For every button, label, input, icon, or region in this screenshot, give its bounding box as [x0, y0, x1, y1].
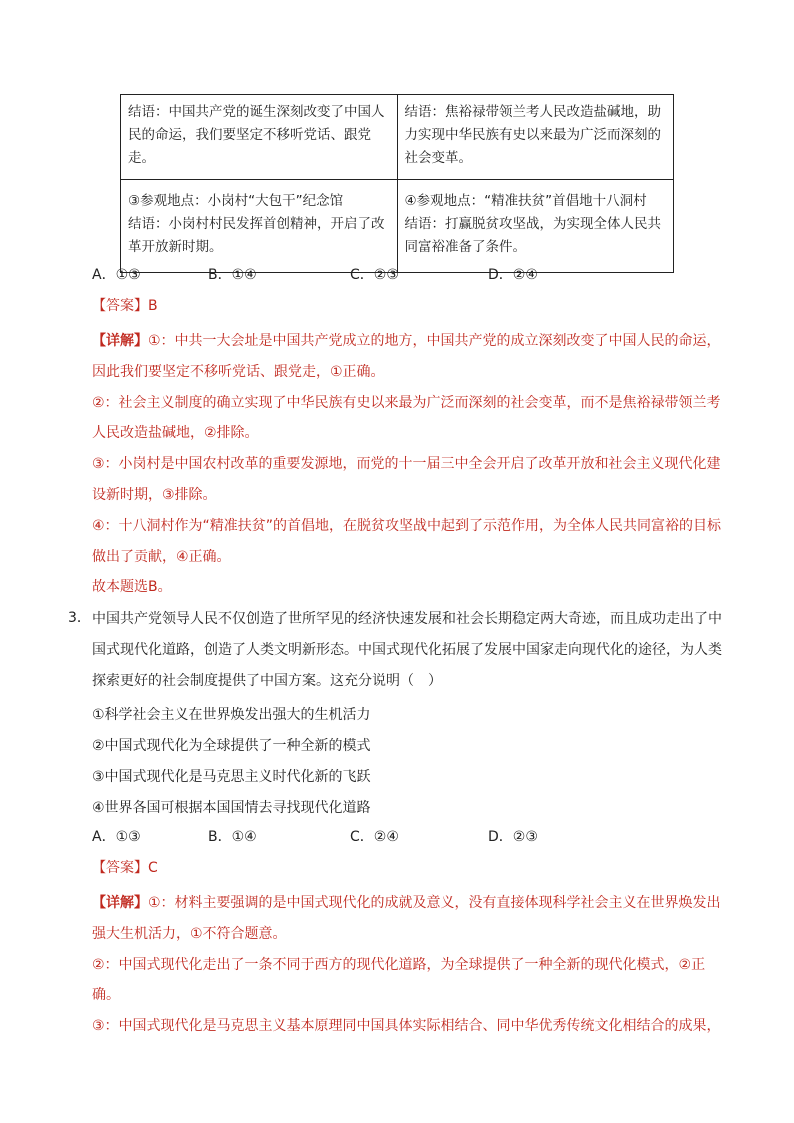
q2-options — [92, 264, 692, 284]
q2-explanation-4: ④：十八洞村作为“精准扶贫”的首倡地，在脱贫攻坚战中起到了示范作用，为全体人民共同富裕的目标做出了贡献，④正确。 — [92, 517, 722, 565]
q3-explanation — [92, 888, 732, 1042]
q3-statement-3: ③中国式现代化是马克思主义时代化新的飞跃 — [92, 769, 371, 785]
q2-explanation-1: 【详解】①：中共一大会址是中国共产党成立的地方，中国共产党的成立深刻改变了中国人民的命运，因此我们要坚定不移听党话、跟党走，①正确。 — [92, 333, 721, 380]
q2-explanation — [92, 326, 732, 603]
answer-label: 【答案】 — [92, 860, 148, 876]
q2-conclusion: 故本题选B。 — [92, 579, 172, 596]
q3-statement-4: ④世界各国可根据本国国情去寻找现代化道路 — [92, 800, 371, 816]
answer-value: C — [148, 860, 158, 876]
q3-option-a: A．①③ — [92, 829, 141, 845]
answer-label: 【答案】 — [92, 298, 148, 314]
site-4-conclusion: 结语：打赢脱贫攻坚战，为实现全体人民共同富裕准备了条件。 — [404, 216, 661, 255]
site-3-title: ③参观地点：小岗村“大包干”纪念馆 — [128, 193, 344, 209]
q3-number: 3． — [68, 610, 91, 626]
q2-option-c: C．②③ — [350, 267, 399, 283]
q2-option-b: B．①④ — [208, 267, 257, 283]
table-cell-2: 结语：焦裕禄带领兰考人民改造盐碱地，助力实现中华民族有史以来最为广泛而深刻的社会变革。 — [397, 95, 674, 180]
q3-statements — [92, 700, 712, 824]
q3-options — [92, 826, 692, 846]
q2-explanation-3: ③：小岗村是中国农村改革的重要发源地，而党的十一届三中全会开启了改革开放和社会主义现代化建设新时期，③排除。 — [92, 456, 721, 503]
q2-answer — [92, 296, 158, 316]
q3-explanation-2: ②：中国式现代化走出了一条不同于西方的现代化道路，为全球提供了一种全新的现代化模式，②正确。 — [92, 956, 706, 1004]
q3-option-b: B．①④ — [208, 829, 257, 845]
q3-statement-2: ②中国式现代化为全球提供了一种全新的模式 — [92, 738, 371, 754]
q3-option-d: D．②③ — [488, 829, 538, 845]
table-cell-4 — [397, 180, 674, 273]
q2-option-a: A．①③ — [92, 267, 141, 283]
table-cell-1: 结语：中国共产党的诞生深刻改变了中国人民的命运，我们要坚定不移听党话、跟党走。 — [121, 95, 398, 180]
q3-explanation-1: 【详解】①：材料主要强调的是中国式现代化的成就及意义，没有直接体现科学社会主义在世界焕发出强大生机活力，①不符合题意。 — [92, 895, 721, 942]
q3-stem: 中国共产党领导人民不仅创造了世所罕见的经济快速发展和社会长期稳定两大奇迹，而且成功走出了中国式现代化道路，创造了人类文明新形态。中国式现代化拓展了发展中国家走向现代化的途径，为人类探索更好的社会制度提供了中国方案。这充分说明（ ） — [92, 611, 722, 689]
q2-explanation-2: ②：社会主义制度的确立实现了中华民族有史以来最为广泛而深刻的社会变革，而不是焦裕禄带领兰考人民改造盐碱地，②排除。 — [92, 394, 721, 442]
site-3-conclusion: 结语：小岗村村民发挥首创精神，开启了改革开放新时期。 — [128, 216, 385, 255]
answer-value: B — [148, 298, 158, 314]
q3-answer — [92, 858, 158, 878]
q3-option-c: C．②④ — [350, 829, 399, 845]
q2-option-d: D．②④ — [488, 267, 538, 283]
visit-sites-table — [120, 94, 674, 273]
table-cell-3 — [121, 180, 398, 273]
site-4-title: ④参观地点：“精准扶贫”首倡地十八洞村 — [404, 193, 647, 209]
q3-explanation-3: ③：中国式现代化是马克思主义基本原理同中国具体实际相结合、同中华优秀传统文化相结合的成果， — [92, 1018, 721, 1035]
q3-statement-1: ①科学社会主义在世界焕发出强大的生机活力 — [92, 707, 371, 723]
